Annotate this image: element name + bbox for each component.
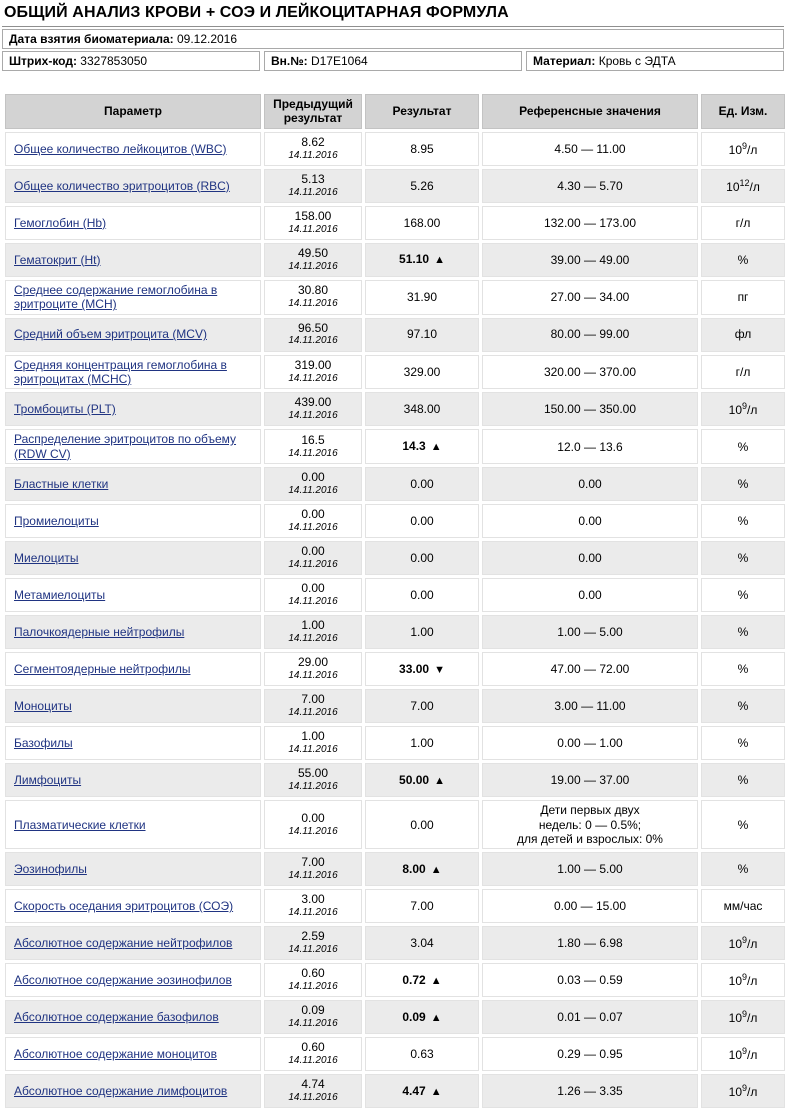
table-row bbox=[5, 615, 785, 649]
table-row bbox=[5, 800, 785, 849]
result-value: 0.00 bbox=[410, 587, 434, 602]
unit-cell: $10^9/л$ bbox=[701, 1037, 785, 1071]
unit-cell: % bbox=[701, 467, 785, 501]
parameter-link[interactable]: Абсолютное содержание базофилов bbox=[14, 1010, 219, 1025]
unit-cell: г/л bbox=[701, 206, 785, 240]
reference-range: 132.00 — 173.00 bbox=[482, 206, 698, 240]
reference-range: 0.00 bbox=[482, 504, 698, 538]
parameter-cell bbox=[5, 280, 261, 315]
parameter-cell bbox=[5, 467, 261, 501]
previous-result-date: 14.11.2016 bbox=[288, 372, 338, 384]
parameter-link[interactable]: Метамиелоциты bbox=[14, 587, 106, 602]
trend-up-icon: ▲ bbox=[430, 1085, 442, 1098]
previous-result-date: 14.11.2016 bbox=[288, 633, 338, 645]
result-value: 50.00 ▲ bbox=[399, 772, 445, 787]
previous-result-date: 14.11.2016 bbox=[288, 410, 338, 422]
previous-result-cell bbox=[264, 1074, 362, 1108]
previous-result-date: 14.11.2016 bbox=[288, 260, 338, 272]
trend-up-icon: ▲ bbox=[430, 1011, 442, 1024]
unit-cell: % bbox=[701, 541, 785, 575]
column-header-previous-result: Предыдущий результат bbox=[264, 94, 362, 129]
previous-result-value: 29.00 bbox=[297, 655, 329, 670]
previous-result-cell bbox=[264, 280, 362, 315]
previous-result-cell bbox=[264, 355, 362, 390]
result-cell bbox=[365, 243, 479, 277]
column-header-unit: Ед. Изм. bbox=[701, 94, 785, 129]
trend-up-icon: ▲ bbox=[430, 441, 442, 454]
result-value: 5.26 bbox=[410, 178, 434, 193]
table-row bbox=[5, 280, 785, 315]
result-value: 0.09 ▲ bbox=[402, 1009, 442, 1024]
parameter-link[interactable]: Эозинофилы bbox=[14, 862, 87, 877]
result-cell bbox=[365, 392, 479, 426]
result-cell bbox=[365, 467, 479, 501]
result-cell bbox=[365, 169, 479, 203]
reference-range: 19.00 — 37.00 bbox=[482, 763, 698, 797]
parameter-cell bbox=[5, 355, 261, 390]
previous-result-value: 0.09 bbox=[301, 1003, 325, 1018]
parameter-cell bbox=[5, 689, 261, 723]
previous-result-date: 14.11.2016 bbox=[288, 447, 338, 459]
result-cell bbox=[365, 615, 479, 649]
result-cell bbox=[365, 763, 479, 797]
unit-cell: % bbox=[701, 800, 785, 849]
result-value: 7.00 bbox=[410, 698, 434, 713]
page-title: ОБЩИЙ АНАЛИЗ КРОВИ + СОЭ И ЛЕЙКОЦИТАРНАЯ ФОРМУЛА bbox=[2, 2, 784, 27]
previous-result-date: 14.11.2016 bbox=[288, 744, 338, 756]
parameter-link[interactable]: Гемоглобин (Hb) bbox=[14, 215, 107, 230]
reference-range: 12.0 — 13.6 bbox=[482, 429, 698, 464]
reference-range: 1.00 — 5.00 bbox=[482, 852, 698, 886]
result-value: 97.10 bbox=[406, 327, 438, 342]
previous-result-value: 439.00 bbox=[294, 395, 332, 410]
result-cell bbox=[365, 578, 479, 612]
unit-cell: % bbox=[701, 578, 785, 612]
material-value: Кровь с ЭДТА bbox=[598, 54, 676, 68]
previous-result-cell bbox=[264, 615, 362, 649]
column-header-parameter: Параметр bbox=[5, 94, 261, 129]
result-value: 329.00 bbox=[403, 364, 441, 379]
previous-result-value: 2.59 bbox=[301, 929, 325, 944]
result-value: 3.04 bbox=[410, 936, 434, 951]
result-value: 0.00 bbox=[410, 550, 434, 565]
previous-result-cell bbox=[264, 392, 362, 426]
reference-range: 1.00 — 5.00 bbox=[482, 615, 698, 649]
previous-result-cell bbox=[264, 1000, 362, 1034]
reference-range: 4.50 — 11.00 bbox=[482, 132, 698, 166]
previous-result-cell bbox=[264, 132, 362, 166]
sample-info-row bbox=[2, 51, 784, 71]
parameter-cell bbox=[5, 578, 261, 612]
parameter-link[interactable]: Тромбоциты (PLT) bbox=[14, 402, 116, 417]
result-cell bbox=[365, 726, 479, 760]
previous-result-cell bbox=[264, 689, 362, 723]
parameter-link[interactable]: Плазматические клетки bbox=[14, 817, 146, 832]
previous-result-cell bbox=[264, 467, 362, 501]
reference-range: 320.00 — 370.00 bbox=[482, 355, 698, 390]
parameter-cell bbox=[5, 763, 261, 797]
table-row bbox=[5, 132, 785, 166]
result-cell bbox=[365, 1074, 479, 1108]
previous-result-value: 16.5 bbox=[301, 432, 325, 447]
internal-number-label: Вн.№: bbox=[271, 54, 308, 68]
previous-result-cell bbox=[264, 1037, 362, 1071]
trend-up-icon: ▲ bbox=[430, 974, 442, 987]
parameter-link[interactable]: Среднее содержание гемоглобина в эритроците (MCH) bbox=[14, 282, 218, 312]
table-row bbox=[5, 1037, 785, 1071]
result-value: 51.10 ▲ bbox=[399, 252, 445, 267]
table-row bbox=[5, 206, 785, 240]
parameter-cell bbox=[5, 1074, 261, 1108]
table-row bbox=[5, 926, 785, 960]
reference-range: Дети первых двух недель: 0 — 0.5%; для детей и взрослых: 0% bbox=[482, 800, 698, 849]
previous-result-value: 96.50 bbox=[297, 320, 329, 335]
parameter-cell bbox=[5, 132, 261, 166]
table-row bbox=[5, 763, 785, 797]
previous-result-date: 14.11.2016 bbox=[288, 298, 338, 310]
parameter-cell bbox=[5, 926, 261, 960]
parameter-link[interactable]: Базофилы bbox=[14, 735, 73, 750]
previous-result-value: 30.80 bbox=[297, 283, 329, 298]
internal-number-value: D17E1064 bbox=[310, 54, 368, 68]
previous-result-cell bbox=[264, 578, 362, 612]
previous-result-date: 14.11.2016 bbox=[288, 149, 338, 161]
unit-cell: пг bbox=[701, 280, 785, 315]
previous-result-date: 14.11.2016 bbox=[288, 485, 338, 497]
previous-result-date: 14.11.2016 bbox=[288, 781, 338, 793]
reference-range: 0.01 — 0.07 bbox=[482, 1000, 698, 1034]
unit-cell: % bbox=[701, 652, 785, 686]
result-cell bbox=[365, 1037, 479, 1071]
result-cell bbox=[365, 206, 479, 240]
previous-result-date: 14.11.2016 bbox=[288, 1018, 338, 1030]
previous-result-value: 0.00 bbox=[301, 544, 325, 559]
reference-range: 4.30 — 5.70 bbox=[482, 169, 698, 203]
previous-result-value: 55.00 bbox=[297, 766, 329, 781]
table-row bbox=[5, 541, 785, 575]
unit-cell: мм/час bbox=[701, 889, 785, 923]
parameter-cell bbox=[5, 726, 261, 760]
previous-result-date: 14.11.2016 bbox=[288, 186, 338, 198]
previous-result-cell bbox=[264, 926, 362, 960]
reference-range: 0.29 — 0.95 bbox=[482, 1037, 698, 1071]
previous-result-date: 14.11.2016 bbox=[288, 670, 338, 682]
previous-result-cell bbox=[264, 963, 362, 997]
table-row bbox=[5, 726, 785, 760]
table-row bbox=[5, 963, 785, 997]
unit-cell: % bbox=[701, 852, 785, 886]
material-label: Материал: bbox=[533, 54, 596, 68]
table-row bbox=[5, 318, 785, 352]
unit-cell: % bbox=[701, 615, 785, 649]
parameter-cell bbox=[5, 889, 261, 923]
reference-range: 0.00 — 15.00 bbox=[482, 889, 698, 923]
previous-result-value: 1.00 bbox=[301, 729, 325, 744]
results-table-body bbox=[5, 132, 785, 1109]
previous-result-date: 14.11.2016 bbox=[288, 596, 338, 608]
parameter-cell bbox=[5, 800, 261, 849]
trend-down-icon: ▼ bbox=[434, 663, 445, 676]
parameter-cell bbox=[5, 615, 261, 649]
table-row bbox=[5, 355, 785, 390]
parameter-link[interactable]: Лимфоциты bbox=[14, 772, 82, 787]
result-value: 8.95 bbox=[410, 141, 434, 156]
biomaterial-date-value: 09.12.2016 bbox=[176, 32, 238, 46]
result-cell bbox=[365, 926, 479, 960]
previous-result-date: 14.11.2016 bbox=[288, 1092, 338, 1104]
reference-range: 1.26 — 3.35 bbox=[482, 1074, 698, 1108]
result-value: 31.90 bbox=[406, 289, 438, 304]
parameter-cell bbox=[5, 1000, 261, 1034]
unit-cell: фл bbox=[701, 318, 785, 352]
previous-result-value: 49.50 bbox=[297, 245, 329, 260]
result-value: 0.00 bbox=[410, 513, 434, 528]
parameter-link[interactable]: Абсолютное содержание нейтрофилов bbox=[14, 936, 233, 951]
table-row bbox=[5, 467, 785, 501]
table-row bbox=[5, 689, 785, 723]
unit-cell: $10^{12}/л$ bbox=[701, 169, 785, 203]
previous-result-value: 0.00 bbox=[301, 507, 325, 522]
table-header-row bbox=[5, 94, 785, 129]
result-value: 7.00 bbox=[410, 899, 434, 914]
result-value: 14.3 ▲ bbox=[402, 439, 442, 454]
previous-result-cell bbox=[264, 763, 362, 797]
result-cell bbox=[365, 541, 479, 575]
internal-number-box bbox=[264, 51, 522, 71]
table-row bbox=[5, 852, 785, 886]
reference-range: 0.00 bbox=[482, 578, 698, 612]
column-header-reference: Референсные значения bbox=[482, 94, 698, 129]
previous-result-date: 14.11.2016 bbox=[288, 559, 338, 571]
reference-range: 47.00 — 72.00 bbox=[482, 652, 698, 686]
reference-range: 3.00 — 11.00 bbox=[482, 689, 698, 723]
barcode-value: 3327853050 bbox=[80, 54, 148, 68]
parameter-link[interactable]: Миелоциты bbox=[14, 550, 79, 565]
biomaterial-date-label: Дата взятия биоматериала: bbox=[9, 32, 174, 46]
result-value: 0.00 bbox=[410, 817, 434, 832]
previous-result-date: 14.11.2016 bbox=[288, 1055, 338, 1067]
previous-result-cell bbox=[264, 541, 362, 575]
table-row bbox=[5, 1074, 785, 1108]
previous-result-date: 14.11.2016 bbox=[288, 335, 338, 347]
unit-cell: $10^9/л$ bbox=[701, 1000, 785, 1034]
previous-result-value: 3.00 bbox=[301, 892, 325, 907]
previous-result-value: 7.00 bbox=[301, 855, 325, 870]
parameter-link[interactable]: Абсолютное содержание эозинофилов bbox=[14, 973, 232, 988]
previous-result-date: 14.11.2016 bbox=[288, 944, 338, 956]
result-value: 348.00 bbox=[403, 402, 441, 417]
reference-range: 0.00 bbox=[482, 467, 698, 501]
previous-result-date: 14.11.2016 bbox=[288, 707, 338, 719]
result-cell bbox=[365, 355, 479, 390]
table-row bbox=[5, 504, 785, 538]
result-value: 1.00 bbox=[410, 735, 434, 750]
parameter-cell bbox=[5, 963, 261, 997]
trend-up-icon: ▲ bbox=[430, 863, 442, 876]
parameter-link[interactable]: Моноциты bbox=[14, 698, 72, 713]
parameter-cell bbox=[5, 429, 261, 464]
previous-result-value: 7.00 bbox=[301, 692, 325, 707]
result-value: 168.00 bbox=[403, 215, 441, 230]
previous-result-value: 0.00 bbox=[301, 470, 325, 485]
reference-range: 0.03 — 0.59 bbox=[482, 963, 698, 997]
result-cell bbox=[365, 852, 479, 886]
table-row bbox=[5, 392, 785, 426]
table-row bbox=[5, 169, 785, 203]
parameter-cell bbox=[5, 541, 261, 575]
result-value: 4.47 ▲ bbox=[402, 1083, 442, 1098]
previous-result-date: 14.11.2016 bbox=[288, 223, 338, 235]
result-cell bbox=[365, 504, 479, 538]
unit-cell: г/л bbox=[701, 355, 785, 390]
unit-cell: % bbox=[701, 689, 785, 723]
parameter-link[interactable]: Гематокрит (Ht) bbox=[14, 252, 101, 267]
parameter-link[interactable]: Распределение эритроцитов по объему (RDW CV) bbox=[14, 432, 237, 461]
unit-cell: % bbox=[701, 243, 785, 277]
unit-cell: % bbox=[701, 763, 785, 797]
previous-result-cell bbox=[264, 504, 362, 538]
previous-result-date: 14.11.2016 bbox=[288, 522, 338, 534]
previous-result-value: 0.00 bbox=[301, 810, 325, 825]
parameter-link[interactable]: Палочкоядерные нейтрофилы bbox=[14, 624, 185, 639]
result-value: 8.00 ▲ bbox=[402, 861, 442, 876]
result-cell bbox=[365, 800, 479, 849]
result-cell bbox=[365, 963, 479, 997]
parameter-cell bbox=[5, 852, 261, 886]
previous-result-cell bbox=[264, 318, 362, 352]
result-value: 33.00 ▼ bbox=[399, 661, 445, 676]
previous-result-value: 4.74 bbox=[301, 1077, 325, 1092]
unit-cell: % bbox=[701, 726, 785, 760]
previous-result-cell bbox=[264, 243, 362, 277]
parameter-cell bbox=[5, 318, 261, 352]
result-value: 0.63 bbox=[410, 1047, 434, 1062]
result-cell bbox=[365, 318, 479, 352]
parameter-cell bbox=[5, 1037, 261, 1071]
unit-cell: $10^9/л$ bbox=[701, 132, 785, 166]
table-row bbox=[5, 429, 785, 464]
table-row bbox=[5, 889, 785, 923]
trend-up-icon: ▲ bbox=[434, 774, 445, 787]
table-row bbox=[5, 243, 785, 277]
previous-result-date: 14.11.2016 bbox=[288, 907, 338, 919]
previous-result-date: 14.11.2016 bbox=[288, 870, 338, 882]
previous-result-value: 0.00 bbox=[301, 581, 325, 596]
reference-range: 0.00 — 1.00 bbox=[482, 726, 698, 760]
previous-result-cell bbox=[264, 429, 362, 464]
parameter-cell bbox=[5, 504, 261, 538]
previous-result-cell bbox=[264, 800, 362, 849]
parameter-link[interactable]: Средняя концентрация гемоглобина в эритроцитах (MCHC) bbox=[14, 357, 227, 386]
results-table bbox=[2, 91, 786, 1111]
previous-result-cell bbox=[264, 169, 362, 203]
result-value: 0.72 ▲ bbox=[402, 972, 442, 987]
table-row bbox=[5, 578, 785, 612]
result-cell bbox=[365, 889, 479, 923]
parameter-cell bbox=[5, 652, 261, 686]
parameter-link[interactable]: Общее количество лейкоцитов (WBC) bbox=[14, 141, 227, 156]
parameter-link[interactable]: Абсолютное содержание лимфоцитов bbox=[14, 1084, 228, 1099]
barcode-label: Штрих-код: bbox=[9, 54, 77, 68]
reference-range: 80.00 — 99.00 bbox=[482, 318, 698, 352]
parameter-cell bbox=[5, 243, 261, 277]
unit-cell: % bbox=[701, 429, 785, 464]
result-value: 1.00 bbox=[410, 624, 434, 639]
reference-range: 27.00 — 34.00 bbox=[482, 280, 698, 315]
reference-range: 39.00 — 49.00 bbox=[482, 243, 698, 277]
parameter-link[interactable]: Средний объем эритроцита (MCV) bbox=[14, 327, 207, 342]
unit-cell: $10^9/л$ bbox=[701, 926, 785, 960]
previous-result-cell bbox=[264, 652, 362, 686]
unit-cell: % bbox=[701, 504, 785, 538]
unit-cell: $10^9/л$ bbox=[701, 1074, 785, 1108]
result-cell bbox=[365, 1000, 479, 1034]
result-value: 0.00 bbox=[410, 476, 434, 491]
parameter-cell bbox=[5, 169, 261, 203]
trend-up-icon: ▲ bbox=[434, 254, 445, 267]
previous-result-cell bbox=[264, 726, 362, 760]
parameter-link[interactable]: Сегментоядерные нейтрофилы bbox=[14, 661, 191, 676]
unit-cell: $10^9/л$ bbox=[701, 392, 785, 426]
column-header-result: Результат bbox=[365, 94, 479, 129]
result-cell bbox=[365, 652, 479, 686]
previous-result-value: 319.00 bbox=[294, 358, 332, 373]
result-cell bbox=[365, 132, 479, 166]
parameter-link[interactable]: Общее количество эритроцитов (RBC) bbox=[14, 178, 230, 193]
result-cell bbox=[365, 280, 479, 315]
parameter-cell bbox=[5, 206, 261, 240]
parameter-link[interactable]: Промиелоциты bbox=[14, 513, 99, 528]
parameter-link[interactable]: Скорость оседания эритроцитов (СОЭ) bbox=[14, 899, 234, 914]
reference-range: 150.00 — 350.00 bbox=[482, 392, 698, 426]
previous-result-cell bbox=[264, 206, 362, 240]
previous-result-value: 1.00 bbox=[301, 618, 325, 633]
previous-result-value: 0.60 bbox=[301, 966, 325, 981]
table-row bbox=[5, 1000, 785, 1034]
barcode-box bbox=[2, 51, 260, 71]
previous-result-value: 5.13 bbox=[301, 171, 325, 186]
material-box bbox=[526, 51, 784, 71]
parameter-link[interactable]: Абсолютное содержание моноцитов bbox=[14, 1047, 217, 1062]
parameter-cell bbox=[5, 392, 261, 426]
reference-range: 1.80 — 6.98 bbox=[482, 926, 698, 960]
biomaterial-date-box bbox=[2, 29, 784, 49]
previous-result-cell bbox=[264, 889, 362, 923]
reference-range: 0.00 bbox=[482, 541, 698, 575]
result-cell bbox=[365, 429, 479, 464]
table-row bbox=[5, 652, 785, 686]
previous-result-date: 14.11.2016 bbox=[288, 981, 338, 993]
previous-result-value: 0.60 bbox=[301, 1040, 325, 1055]
previous-result-cell bbox=[264, 852, 362, 886]
parameter-link[interactable]: Бластные клетки bbox=[14, 476, 109, 491]
result-cell bbox=[365, 689, 479, 723]
previous-result-value: 8.62 bbox=[301, 134, 325, 149]
unit-cell: $10^9/л$ bbox=[701, 963, 785, 997]
previous-result-date: 14.11.2016 bbox=[288, 825, 338, 837]
previous-result-value: 158.00 bbox=[294, 208, 332, 223]
